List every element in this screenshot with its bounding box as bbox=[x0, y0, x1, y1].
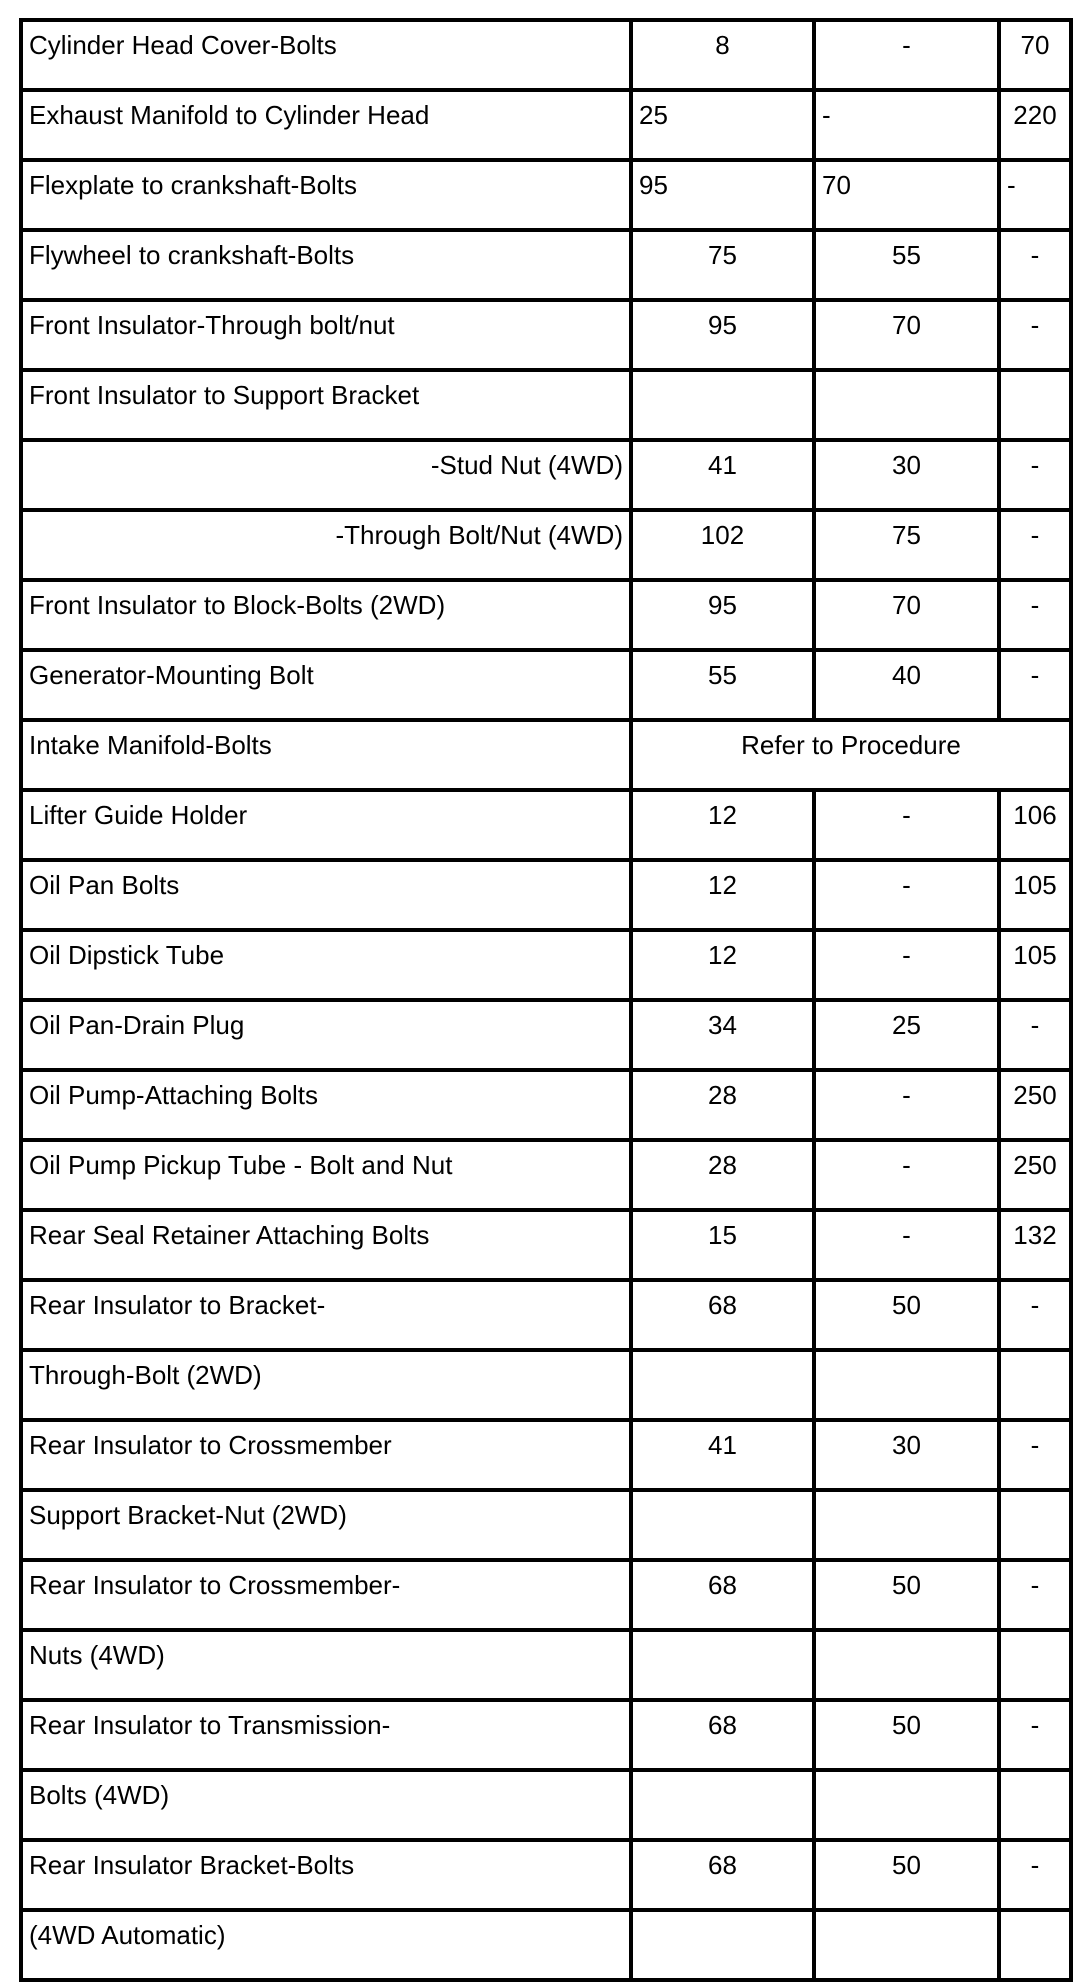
nm-cell: 95 bbox=[631, 300, 814, 370]
lb-in-cell bbox=[999, 1490, 1071, 1560]
nm-cell: 68 bbox=[631, 1280, 814, 1350]
lb-in-cell bbox=[999, 1770, 1071, 1840]
lb-ft-cell bbox=[814, 1630, 999, 1700]
lb-ft-cell bbox=[814, 1770, 999, 1840]
nm-cell bbox=[631, 1630, 814, 1700]
table-row bbox=[21, 510, 1071, 580]
lb-ft-cell: 50 bbox=[814, 1700, 999, 1770]
nm-cell: 55 bbox=[631, 650, 814, 720]
lb-ft-cell: 70 bbox=[814, 160, 999, 230]
table-row bbox=[21, 1910, 1071, 1980]
nm-cell: 28 bbox=[631, 1140, 814, 1210]
component-cell: Nuts (4WD) bbox=[21, 1630, 631, 1700]
lb-in-cell: - bbox=[999, 1560, 1071, 1630]
table-row bbox=[21, 1350, 1071, 1420]
component-cell: Generator-Mounting Bolt bbox=[21, 650, 631, 720]
table-row bbox=[21, 1770, 1071, 1840]
lb-ft-cell: 30 bbox=[814, 1420, 999, 1490]
component-cell: Flywheel to crankshaft-Bolts bbox=[21, 230, 631, 300]
torque-specification-table bbox=[19, 18, 1073, 1982]
table-row bbox=[21, 1280, 1071, 1350]
lb-in-cell bbox=[999, 1910, 1071, 1980]
table-row bbox=[21, 1420, 1071, 1490]
lb-ft-cell: 40 bbox=[814, 650, 999, 720]
table-row bbox=[21, 1700, 1071, 1770]
table-row bbox=[21, 720, 1071, 790]
component-cell: Support Bracket-Nut (2WD) bbox=[21, 1490, 631, 1560]
procedure-note-cell: Refer to Procedure bbox=[631, 720, 1071, 790]
nm-cell: 8 bbox=[631, 20, 814, 90]
nm-cell bbox=[631, 370, 814, 440]
lb-in-cell: 70 bbox=[999, 20, 1071, 90]
lb-in-cell: 105 bbox=[999, 860, 1071, 930]
lb-ft-cell bbox=[814, 370, 999, 440]
table-row bbox=[21, 300, 1071, 370]
table-row bbox=[21, 440, 1071, 510]
lb-ft-cell: 50 bbox=[814, 1560, 999, 1630]
component-cell: Front Insulator to Block-Bolts (2WD) bbox=[21, 580, 631, 650]
component-cell: Intake Manifold-Bolts bbox=[21, 720, 631, 790]
component-cell: Rear Insulator to Transmission- bbox=[21, 1700, 631, 1770]
lb-ft-cell: 70 bbox=[814, 300, 999, 370]
lb-in-cell: 250 bbox=[999, 1070, 1071, 1140]
nm-cell: 15 bbox=[631, 1210, 814, 1280]
lb-ft-cell: 70 bbox=[814, 580, 999, 650]
lb-in-cell: - bbox=[999, 1840, 1071, 1910]
lb-ft-cell bbox=[814, 1490, 999, 1560]
lb-ft-cell: 25 bbox=[814, 1000, 999, 1070]
component-cell: Cylinder Head Cover-Bolts bbox=[21, 20, 631, 90]
lb-in-cell: - bbox=[999, 1700, 1071, 1770]
nm-cell: 28 bbox=[631, 1070, 814, 1140]
component-cell: Oil Dipstick Tube bbox=[21, 930, 631, 1000]
component-cell: Oil Pump-Attaching Bolts bbox=[21, 1070, 631, 1140]
lb-in-cell: - bbox=[999, 510, 1071, 580]
table-row bbox=[21, 1840, 1071, 1910]
table-row bbox=[21, 160, 1071, 230]
table-row bbox=[21, 90, 1071, 160]
nm-cell: 68 bbox=[631, 1700, 814, 1770]
component-cell: -Through Bolt/Nut (4WD) bbox=[21, 510, 631, 580]
lb-in-cell: - bbox=[999, 580, 1071, 650]
component-cell: Oil Pan-Drain Plug bbox=[21, 1000, 631, 1070]
lb-ft-cell: - bbox=[814, 1140, 999, 1210]
lb-in-cell: - bbox=[999, 230, 1071, 300]
table-row bbox=[21, 930, 1071, 1000]
component-cell: Rear Insulator to Crossmember- bbox=[21, 1560, 631, 1630]
component-cell: Rear Insulator to Crossmember bbox=[21, 1420, 631, 1490]
lb-ft-cell bbox=[814, 1350, 999, 1420]
lb-in-cell: - bbox=[999, 1280, 1071, 1350]
lb-ft-cell: - bbox=[814, 790, 999, 860]
component-cell: Rear Insulator Bracket-Bolts bbox=[21, 1840, 631, 1910]
lb-in-cell: - bbox=[999, 440, 1071, 510]
table-row bbox=[21, 20, 1071, 90]
nm-cell: 95 bbox=[631, 580, 814, 650]
table-row bbox=[21, 1140, 1071, 1210]
component-cell: Flexplate to crankshaft-Bolts bbox=[21, 160, 631, 230]
table-row bbox=[21, 650, 1071, 720]
lb-ft-cell: - bbox=[814, 1070, 999, 1140]
lb-in-cell: - bbox=[999, 300, 1071, 370]
table-row bbox=[21, 1490, 1071, 1560]
lb-in-cell: - bbox=[999, 1420, 1071, 1490]
component-cell: Front Insulator-Through bolt/nut bbox=[21, 300, 631, 370]
component-cell: Lifter Guide Holder bbox=[21, 790, 631, 860]
lb-in-cell: 106 bbox=[999, 790, 1071, 860]
lb-ft-cell bbox=[814, 1910, 999, 1980]
table-row bbox=[21, 230, 1071, 300]
lb-ft-cell: 55 bbox=[814, 230, 999, 300]
table-body bbox=[21, 20, 1071, 1980]
component-cell: Rear Seal Retainer Attaching Bolts bbox=[21, 1210, 631, 1280]
lb-ft-cell: - bbox=[814, 860, 999, 930]
table-row bbox=[21, 1560, 1071, 1630]
nm-cell: 41 bbox=[631, 440, 814, 510]
component-cell: Through-Bolt (2WD) bbox=[21, 1350, 631, 1420]
nm-cell: 102 bbox=[631, 510, 814, 580]
component-cell: (4WD Automatic) bbox=[21, 1910, 631, 1980]
nm-cell: 75 bbox=[631, 230, 814, 300]
component-cell: Front Insulator to Support Bracket bbox=[21, 370, 631, 440]
lb-in-cell: 132 bbox=[999, 1210, 1071, 1280]
table-row bbox=[21, 1070, 1071, 1140]
lb-in-cell: - bbox=[999, 650, 1071, 720]
lb-in-cell bbox=[999, 370, 1071, 440]
nm-cell: 12 bbox=[631, 860, 814, 930]
table-row bbox=[21, 580, 1071, 650]
lb-ft-cell: 75 bbox=[814, 510, 999, 580]
nm-cell: 12 bbox=[631, 790, 814, 860]
table-row bbox=[21, 1630, 1071, 1700]
table-row bbox=[21, 1000, 1071, 1070]
component-cell: Rear Insulator to Bracket- bbox=[21, 1280, 631, 1350]
table-row bbox=[21, 860, 1071, 930]
lb-in-cell: 105 bbox=[999, 930, 1071, 1000]
table-row bbox=[21, 1210, 1071, 1280]
lb-in-cell: - bbox=[999, 1000, 1071, 1070]
component-cell: -Stud Nut (4WD) bbox=[21, 440, 631, 510]
component-cell: Oil Pump Pickup Tube - Bolt and Nut bbox=[21, 1140, 631, 1210]
nm-cell: 41 bbox=[631, 1420, 814, 1490]
nm-cell bbox=[631, 1350, 814, 1420]
nm-cell: 25 bbox=[631, 90, 814, 160]
lb-in-cell: 220 bbox=[999, 90, 1071, 160]
lb-ft-cell: 50 bbox=[814, 1840, 999, 1910]
table-row bbox=[21, 370, 1071, 440]
lb-in-cell bbox=[999, 1350, 1071, 1420]
nm-cell: 12 bbox=[631, 930, 814, 1000]
nm-cell bbox=[631, 1910, 814, 1980]
lb-in-cell: 250 bbox=[999, 1140, 1071, 1210]
lb-ft-cell: 30 bbox=[814, 440, 999, 510]
nm-cell: 34 bbox=[631, 1000, 814, 1070]
nm-cell: 95 bbox=[631, 160, 814, 230]
nm-cell: 68 bbox=[631, 1840, 814, 1910]
lb-in-cell: - bbox=[999, 160, 1071, 230]
table-row bbox=[21, 790, 1071, 860]
lb-ft-cell: - bbox=[814, 930, 999, 1000]
component-cell: Oil Pan Bolts bbox=[21, 860, 631, 930]
lb-ft-cell: - bbox=[814, 90, 999, 160]
lb-in-cell bbox=[999, 1630, 1071, 1700]
component-cell: Bolts (4WD) bbox=[21, 1770, 631, 1840]
nm-cell bbox=[631, 1490, 814, 1560]
lb-ft-cell: - bbox=[814, 20, 999, 90]
lb-ft-cell: 50 bbox=[814, 1280, 999, 1350]
nm-cell bbox=[631, 1770, 814, 1840]
lb-ft-cell: - bbox=[814, 1210, 999, 1280]
nm-cell: 68 bbox=[631, 1560, 814, 1630]
component-cell: Exhaust Manifold to Cylinder Head bbox=[21, 90, 631, 160]
